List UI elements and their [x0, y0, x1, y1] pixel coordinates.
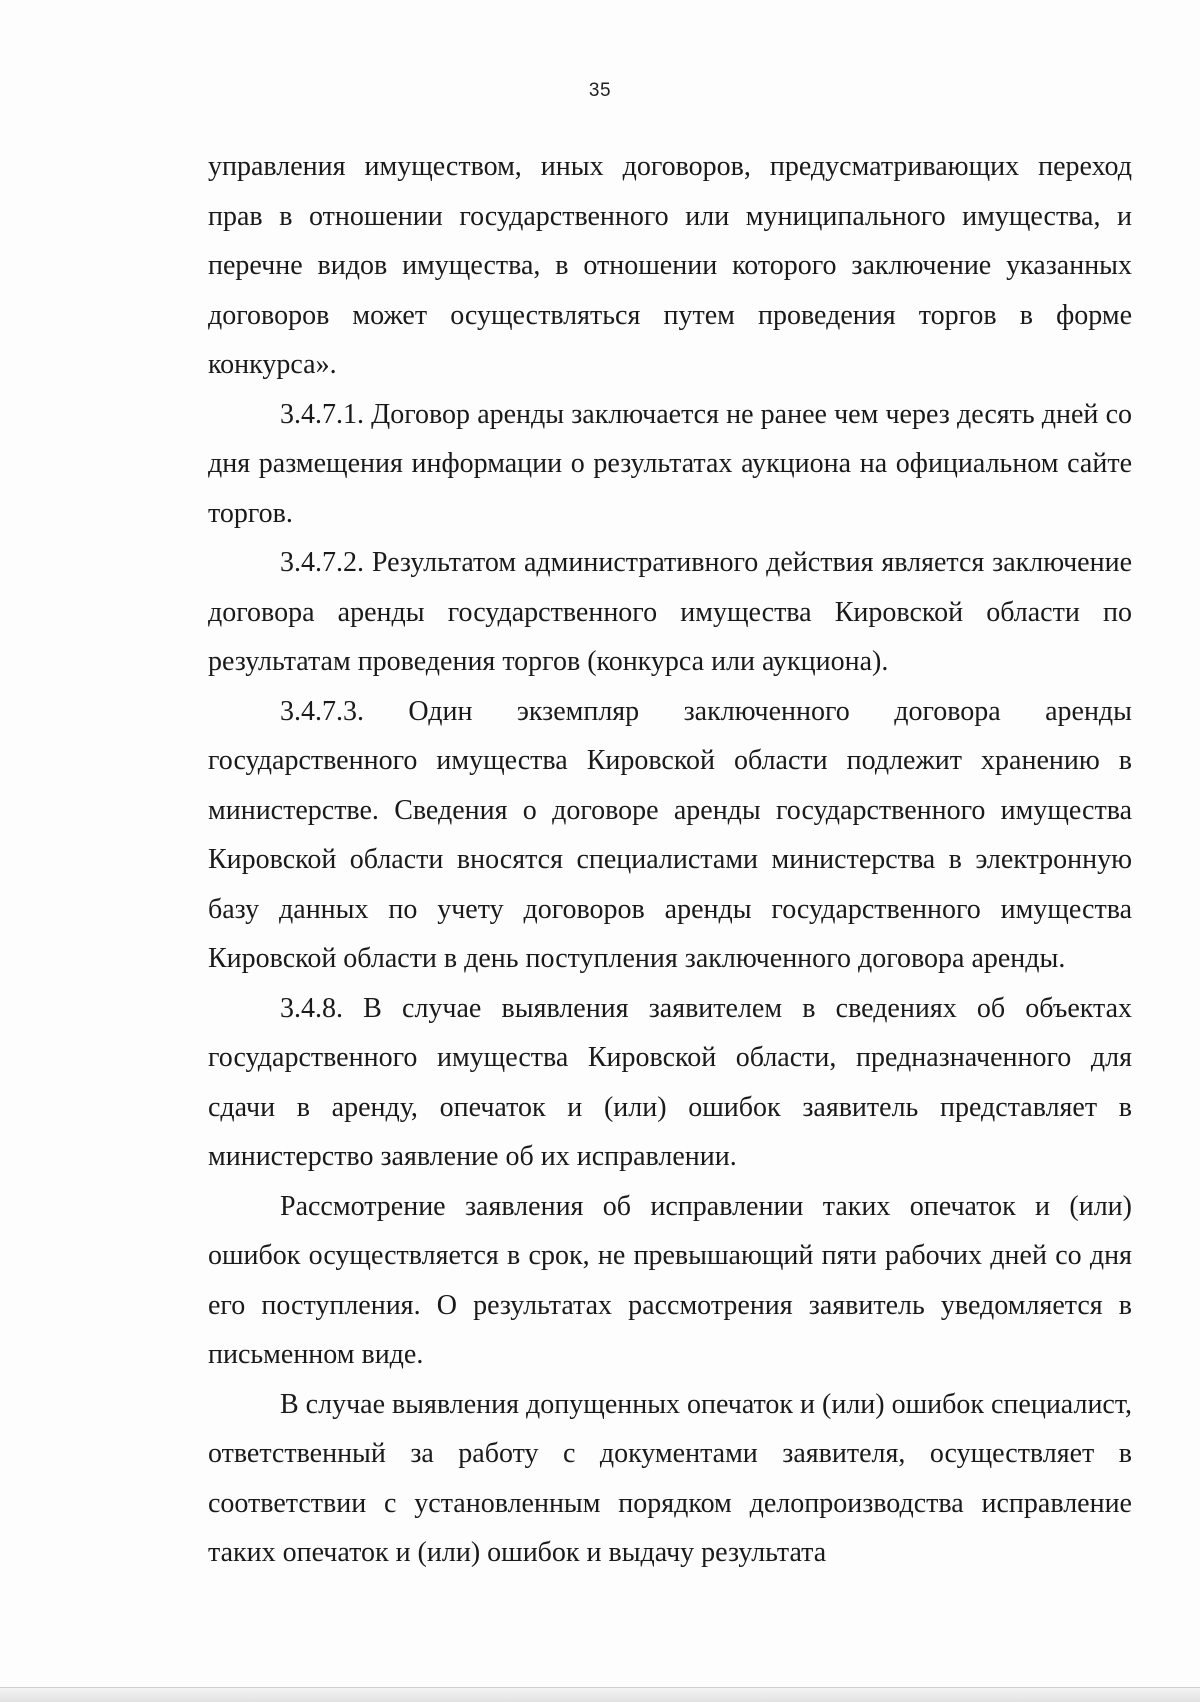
document-body: [208, 142, 1132, 1578]
paragraph-corrections: В случае выявления допущенных опечаток и (или) ошибок специалист, ответственный за работу с документами заявителя, осуществляет в соответствии с установленным порядком делопроизводства исправление таких опечаток и (или) ошибок и выдачу результата: [208, 1388, 1132, 1568]
paragraph-3-4-8: 3.4.8. В случае выявления заявителем в сведениях об объектах государственного имущества Кировской области, предназначенного для сдачи в аренду, опечаток и (или) ошибок заявитель представляет в министерство заявление об их исправлении.: [208, 992, 1132, 1172]
page-number: 35: [588, 80, 612, 101]
scan-bottom-edge: [0, 1687, 1200, 1702]
paragraph-3-4-7-2: 3.4.7.2. Результатом административного действия является заключение договора аренды государственного имущества Кировской области по результатам проведения торгов (конкурса или аукциона).: [208, 547, 1132, 677]
paragraph-review: Рассмотрение заявления об исправлении таких опечаток и (или) ошибок осуществляется в срок, не превышающий пяти рабочих дней со дня его поступления. О результатах рассмотрения заявитель уведомляется в письменном виде.: [208, 1190, 1132, 1370]
paragraph-3-4-7-1: 3.4.7.1. Договор аренды заключается не ранее чем через десять дней со дня размещения информации о результатах аукциона на официальном сайте торгов.: [208, 398, 1132, 529]
paragraph-3-4-7-3: 3.4.7.3. Один экземпляр заключенного договора аренды государственного имущества Кировской области подлежит хранению в министерстве. Сведения о договоре аренды государственного имущества Кировской области вносятся специалистами министерства в электронную базу данных по учету договоров аренды государственного имущества Кировской области в день поступления заключенного договора аренды.: [208, 695, 1132, 974]
paragraph-continuation: управления имуществом, иных договоров, предусматривающих переход прав в отношении государственного или муниципального имущества, и перечне видов имущества, в отношении которого заключение указанных договоров может осуществляться путем проведения торгов в форме конкурса».: [208, 151, 1132, 380]
